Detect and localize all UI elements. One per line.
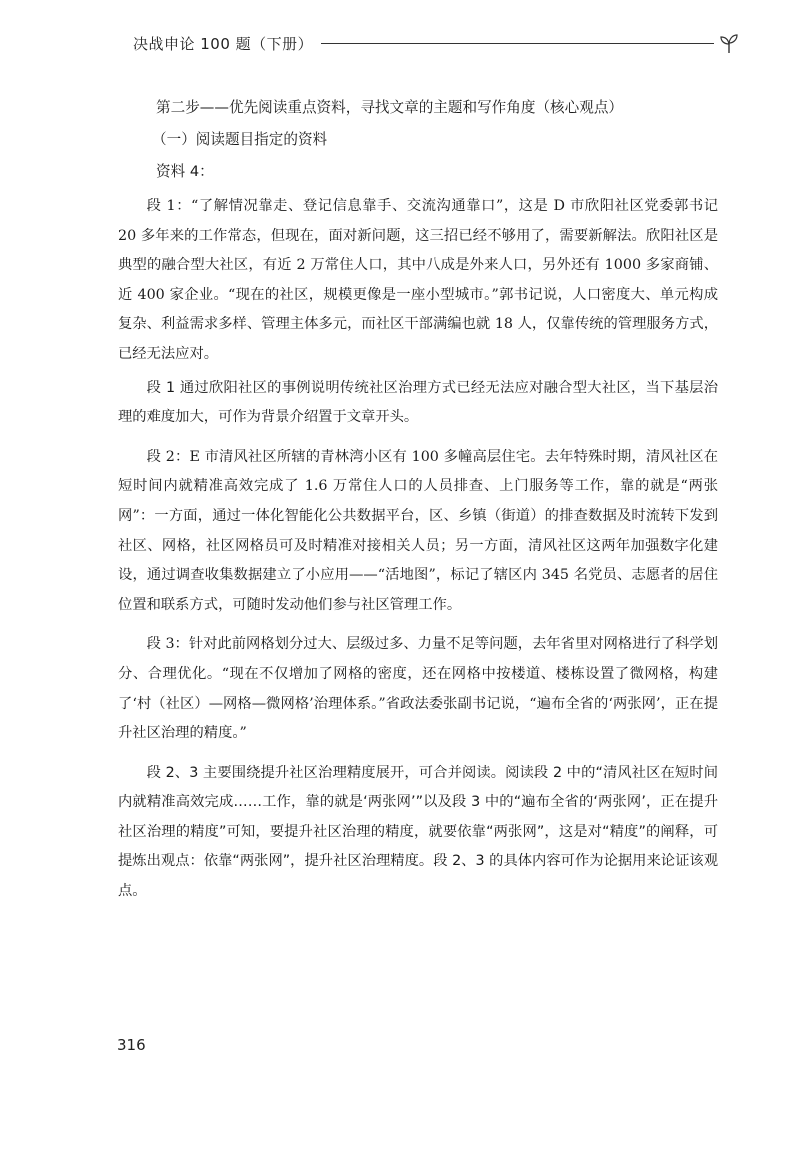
analysis-paragraph-1: 段 1 通过欣阳社区的事例说明传统社区治理方式已经无法应对融合型大社区，当下基层治理的难度加大，可作为背景介绍置于文章开头。 xyxy=(118,379,718,426)
sprout-icon xyxy=(718,32,740,54)
section-subtitle: （一）阅读题目指定的资料 xyxy=(152,131,328,148)
material-paragraph-1: 段 1：“了解情况靠走、登记信息靠手、交流沟通靠口”，这是 D 市欣阳社区党委郭书记 20 多年来的工作常态，但现在，面对新问题，这三招已经不够用了，需要新解法。欣阳社区是典型的融合型大社区，有近 2 万常住人口，其中八成是外来人口，另外还有 1000 多家商铺、近 400 家企业。“现在的社区，规模更像是一座小型城市。”郭书记说，人口密度大、单元构成复杂、利益需求多样、管理主体多元，而社区干部满编也就 18 人，仅靠传统的管理服务方式，已经无法应对。 xyxy=(118,198,718,362)
header-divider xyxy=(321,43,714,44)
analysis-paragraph-2-3: 段 2、3 主要围绕提升社区治理精度展开，可合并阅读。阅读段 2 中的“清风社区在短时间内就精准高效完成……工作，靠的就是‘两张网’”以及段 3 中的“遍布全省的‘两张网’，正在提升社区治理的精度”可知，要提升社区治理的精度，就要依靠“两张网”，这是对“精度”的阐释，可提炼出观点：依靠“两张网”，提升社区治理精度。段 2、3 的具体内容可作为论据用来论证该观点。 xyxy=(118,764,718,900)
page-number: 316 xyxy=(117,1036,146,1054)
step-heading: 第二步——优先阅读重点资料，寻找文章的主题和写作角度（核心观点） xyxy=(156,99,624,116)
material-label: 资料 4： xyxy=(156,163,214,180)
material-paragraph-2: 段 2：E 市清风社区所辖的青林湾小区有 100 多幢高层住宅。去年特殊时期，清风社区在短时间内就精准高效完成了 1.6 万常住人口的人员排查、上门服务等工作，靠的就是“两张网”：一方面，通过一体化智能化公共数据平台，区、乡镇（街道）的排查数据及时流转下发到社区、网格，社区网格员可及时精准对接相关人员；另一方面，清风社区这两年加强数字化建设，通过调查收集数据建立了小应用——“活地图”，标记了辖区内 345 名党员、志愿者的居住位置和联系方式，可随时发动他们参与社区管理工作。 xyxy=(118,448,718,613)
page-content xyxy=(118,94,718,907)
book-title: 决战申论 100 题（下册） xyxy=(133,34,314,53)
material-paragraph-3: 段 3：针对此前网格划分过大、层级过多、力量不足等问题，去年省里对网格进行了科学划分、合理优化。“现在不仅增加了网格的密度，还在网格中按楼道、楼栋设置了微网格，构建了‘村（社区）—网格—微网格’治理体系。”省政法委张副书记说，“遍布全省的‘两张网’，正在提升社区治理的精度。” xyxy=(118,636,718,742)
page-header xyxy=(133,30,740,56)
